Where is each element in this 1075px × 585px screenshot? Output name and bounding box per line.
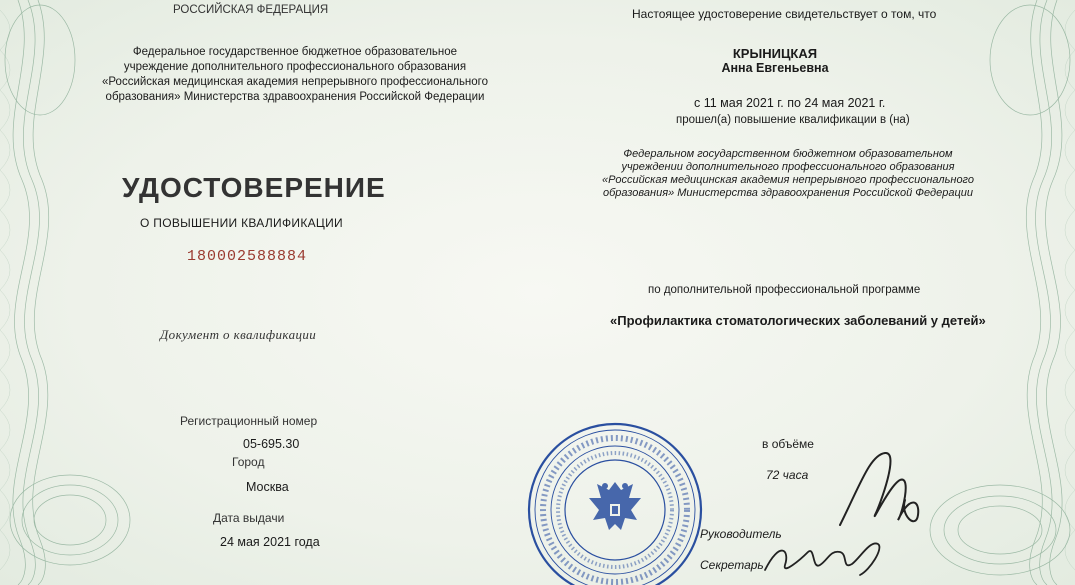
training-org-line-2: учреждении дополнительного профессионального образования bbox=[621, 161, 955, 173]
city-label: Город bbox=[232, 455, 265, 469]
secretary-signature bbox=[760, 530, 890, 585]
issuer-org-line-3: «Российская медицинская академия непрерывного профессионального bbox=[101, 76, 489, 88]
document-title: УДОСТОВЕРЕНИЕ bbox=[122, 172, 386, 203]
issuer-org-line-1: Федеральное государственное бюджетное образовательное bbox=[132, 46, 458, 58]
city-value: Москва bbox=[246, 480, 289, 494]
issuer-org-line-4: образования» Министерства здравоохранения Российской Федерации bbox=[105, 91, 485, 103]
holder-name: Анна Евгеньевна bbox=[721, 61, 829, 75]
volume-value: 72 часа bbox=[766, 468, 809, 482]
head-signature bbox=[830, 445, 930, 535]
document-subtitle: О ПОВЫШЕНИИ КВАЛИФИКАЦИИ bbox=[140, 216, 343, 230]
eagle-emblem-icon bbox=[589, 482, 641, 530]
reg-number-label: Регистрационный номер bbox=[180, 414, 318, 428]
issue-date-value: 24 мая 2021 года bbox=[220, 535, 320, 549]
issue-date-label: Дата выдачи bbox=[213, 511, 285, 525]
passed-text: прошел(а) повышение квалификации в (на) bbox=[676, 114, 910, 126]
holder-surname: КРЫНИЦКАЯ bbox=[732, 46, 818, 61]
country-label: РОССИЙСКАЯ ФЕДЕРАЦИЯ bbox=[173, 4, 329, 16]
head-label: Руководитель bbox=[700, 527, 782, 541]
secretary-label: Секретарь bbox=[700, 558, 764, 572]
intro-text: Настоящее удостоверение свидетельствует о том, что bbox=[632, 7, 937, 21]
volume-label: в объёме bbox=[762, 437, 814, 451]
reg-number-value: 05-695.30 bbox=[243, 437, 300, 451]
program-name: «Профилактика стоматологических заболеваний у детей» bbox=[610, 313, 986, 328]
training-org-line-3: «Российская медицинская академия непрерывного профессионального bbox=[602, 174, 974, 186]
serial-number: 180002588884 bbox=[187, 248, 308, 265]
official-stamp bbox=[525, 420, 705, 585]
document-type: Документ о квалификации bbox=[160, 327, 317, 342]
training-org-line-1: Федеральном государственном бюджетном образовательном bbox=[623, 148, 953, 160]
training-period: с 11 мая 2021 г. по 24 мая 2021 г. bbox=[694, 96, 886, 110]
program-intro: по дополнительной профессиональной программе bbox=[648, 284, 921, 296]
training-org-line-4: образования» Министерства здравоохранения Российской Федерации bbox=[603, 187, 973, 199]
issuer-org-line-2: учреждение дополнительного профессионального образования bbox=[123, 61, 467, 73]
